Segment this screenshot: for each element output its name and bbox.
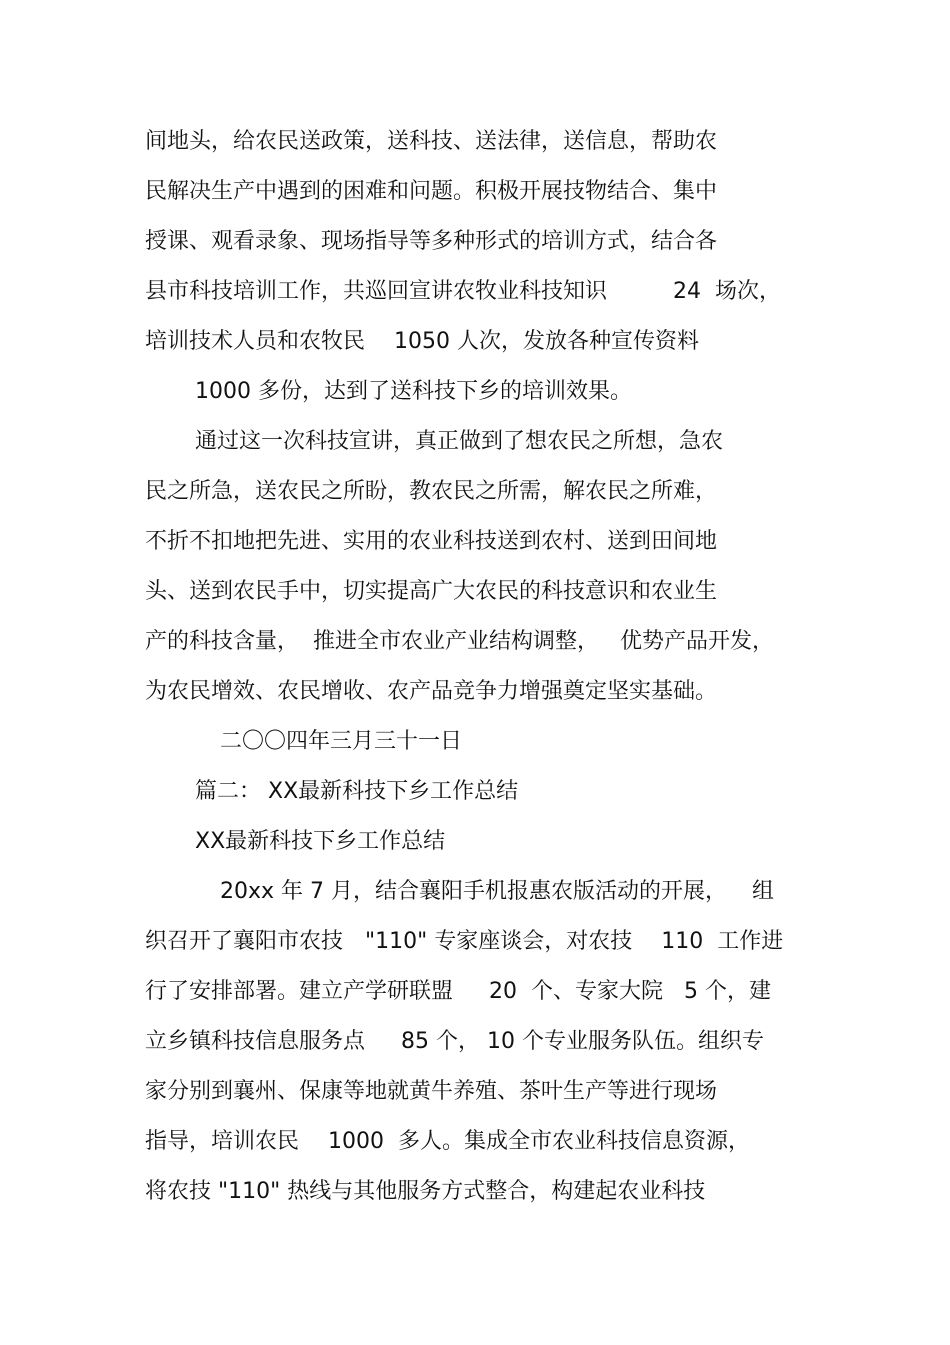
section-heading: 篇二： XX最新科技下乡工作总结 [195,779,519,804]
text-line: 1000 多份，达到了送科技下乡的培训效果。 [195,379,632,404]
text-line: 为农民增效、农民增收、农产品竞争力增强奠定坚实基础。 [145,679,718,704]
text-line: 织召开了襄阳市农技 "110" 专家座谈会，对农技 110 工作进 [145,929,784,954]
text-line: 县市科技培训工作，共巡回宣讲农牧业科技知识 24 场次， [145,279,781,304]
text-line: 通过这一次科技宣讲，真正做到了想农民之所想，急农 [195,429,724,454]
text-line: 头、送到农民手中，切实提高广大农民的科技意识和农业生 [145,579,718,604]
text-line: 培训技术人员和农牧民 1050 人次，发放各种宣传资料 [145,329,699,354]
text-line: 间地头，给农民送政策，送科技、送法律，送信息，帮助农 [145,129,718,154]
text-line: 立乡镇科技信息服务点 85 个， 10 个专业服务队伍。组织专 [145,1029,764,1054]
text-line: 指导，培训农民 1000 多人。集成全市农业科技信息资源， [145,1129,750,1154]
text-line: 将农技 "110" 热线与其他服务方式整合，构建起农业科技 [145,1179,706,1204]
text-line: 行了安排部署。建立产学研联盟 20 个、专家大院 5 个，建 [145,979,771,1004]
date-line: 二〇〇四年三月三十一日 [220,729,463,754]
text-line: 20xx 年 7 月，结合襄阳手机报惠农版活动的开展， 组 [220,879,774,904]
text-line: 授课、观看录象、现场指导等多种形式的培训方式，结合各 [145,229,718,254]
document-title: XX最新科技下乡工作总结 [195,829,446,854]
text-line: 民解决生产中遇到的困难和问题。积极开展技物结合、集中 [145,179,718,204]
text-line: 产的科技含量， 推进全市农业产业结构调整， 优势产品开发， [145,629,774,654]
text-line: 民之所急，送农民之所盼，教农民之所需，解农民之所难， [145,479,718,504]
text-line: 不折不扣地把先进、实用的农业科技送到农村、送到田间地 [145,529,718,554]
text-line: 家分别到襄州、保康等地就黄牛养殖、茶叶生产等进行现场 [145,1079,718,1104]
